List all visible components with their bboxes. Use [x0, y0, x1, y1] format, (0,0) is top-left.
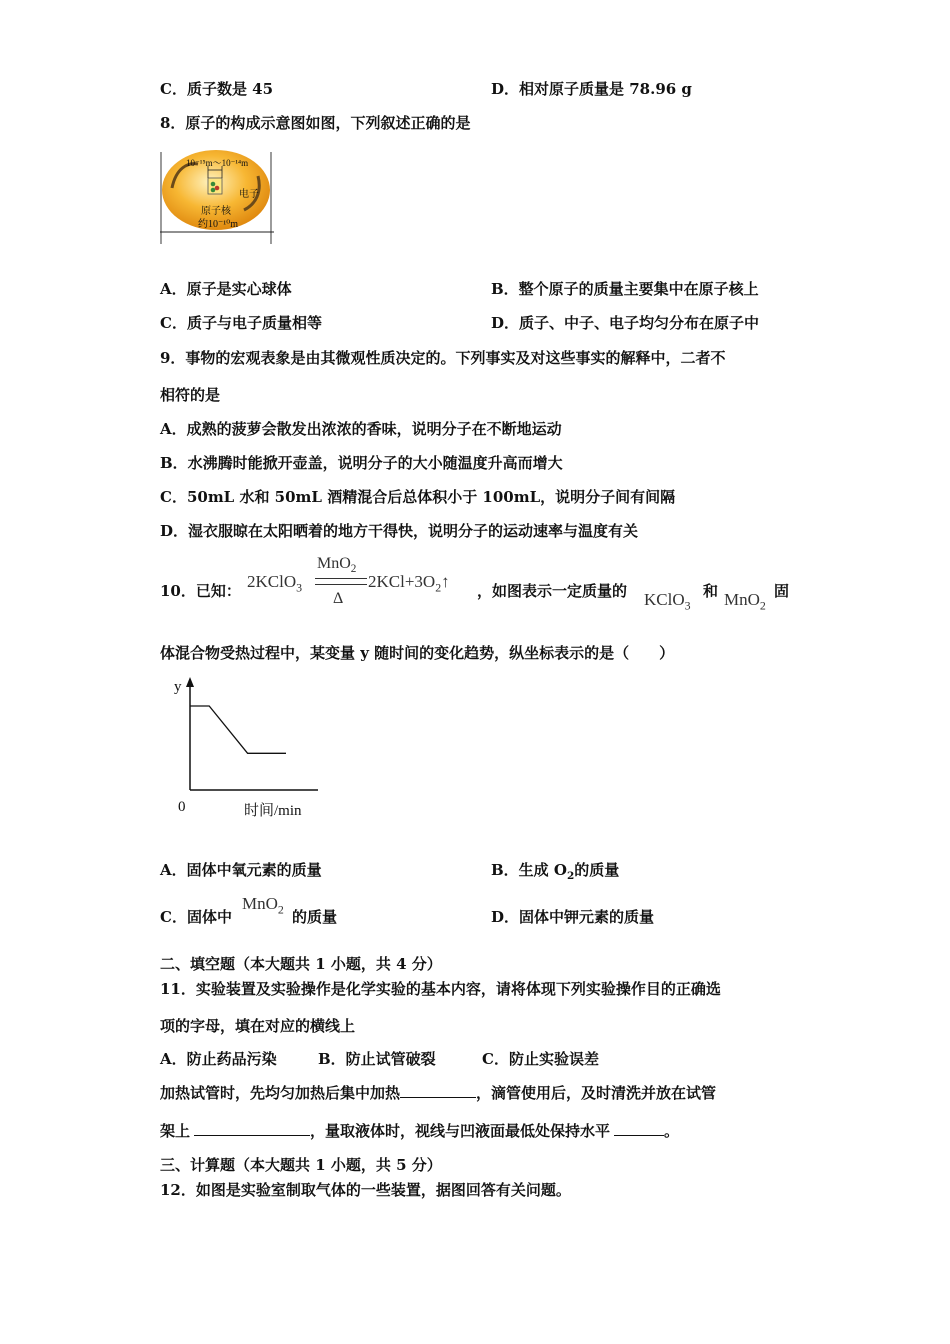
y-axis-arrow [186, 677, 194, 687]
graph-origin: 0 [178, 799, 186, 815]
q10-option-a: A．固体中氧元素的质量 [160, 861, 322, 879]
q12-stem: 12．如图是实验室制取气体的一些装置，据图回答有关问题。 [160, 1181, 571, 1199]
mno2-text: MnO [724, 590, 760, 609]
fill1-post: ，滴管使用后，及时清洗并放在试管 [476, 1084, 717, 1102]
section2-title: 二、填空题（本大题共 1 小题，共 4 分） [160, 955, 442, 973]
data-line [190, 706, 286, 753]
q10-prefix: 10．已知： [160, 582, 241, 600]
electron-label: 电子 [239, 189, 259, 200]
nucleus-label: 原子核 [201, 206, 231, 217]
q9-option-b: B．水沸腾时能掀开壶盖，说明分子的大小随温度升高而增大 [160, 454, 563, 472]
q11-option-a: A．防止药品污染 [160, 1050, 277, 1068]
nucleus [208, 178, 222, 194]
q7-option-c: C．质子数是 45 [160, 80, 274, 98]
equation-condition: Δ [333, 590, 344, 607]
answer-blank-3[interactable] [614, 1120, 664, 1136]
kclo3-formula [644, 590, 691, 613]
q9-option-d: D．湿衣服晾在太阳晒着的地方干得快，说明分子的运动速率与温度有关 [160, 522, 639, 540]
answer-blank-1[interactable] [400, 1082, 476, 1098]
fill2-pre: 架上 [160, 1122, 191, 1140]
eq-right-sub: 2 [435, 580, 442, 595]
catalyst-formula: MnO [317, 555, 351, 572]
q10-option-d: D．固体中钾元素的质量 [491, 908, 655, 926]
kclo3-sub: 3 [684, 598, 691, 613]
q9-stem-line2: 相符的是 [160, 386, 221, 404]
equation-right [368, 572, 450, 595]
opt-c-mno2-text: MnO [242, 894, 278, 913]
mno2-sub: 2 [759, 598, 766, 613]
section3-title: 三、计算题（本大题共 1 小题，共 5 分） [160, 1156, 442, 1174]
eq-left-sub: 3 [296, 580, 303, 595]
catalyst-sub: 2 [350, 563, 357, 576]
q11-line2: 项的字母，填在对应的横线上 [160, 1017, 356, 1035]
answer-blank-2[interactable] [194, 1120, 310, 1136]
q10-stem-mid: ，如图表示一定质量的 [477, 582, 628, 600]
nucleus-size-label: 10⁻¹⁵m～10⁻¹⁴m [186, 158, 249, 168]
atom-size-label: 约10⁻¹⁰m [198, 219, 239, 230]
q10-option-c-post: 的质量 [292, 908, 338, 926]
opt-b-post: 的质量 [574, 861, 620, 879]
q9-option-c: C．50mL 水和 50mL 酒精混合后总体积小于 100mL，说明分子间有间隔 [160, 488, 676, 506]
opt-c-mno2-sub: 2 [277, 902, 284, 917]
q11-fill-line1 [160, 1082, 716, 1103]
q11-line1: 11．实验装置及实验操作是化学实验的基本内容，请将体现下列实验操作目的正确选 [160, 980, 721, 998]
q9-stem-line1: 9．事物的宏观表象是由其微观性质决定的。下列事实及对这些事实的解释中，二者不 [160, 349, 726, 367]
q10-and: 和 [703, 582, 719, 600]
q10-option-c: C．固体中 [160, 908, 232, 926]
q8-option-c: C．质子与电子质量相等 [160, 314, 322, 332]
q11-option-c: C．防止实验误差 [482, 1050, 599, 1068]
mno2-formula [724, 590, 766, 613]
eq-left-formula: 2KClO [247, 572, 297, 591]
q8-option-d: D．质子、中子、电子均匀分布在原子中 [491, 314, 760, 332]
q11-option-b: B．防止试管破裂 [318, 1050, 436, 1068]
opt-c-mno2 [242, 894, 284, 917]
q8-stem: 8．原子的构成示意图如图，下列叙述正确的是 [160, 114, 471, 132]
q10-option-b [491, 859, 619, 882]
gas-arrow: ↑ [441, 572, 450, 591]
opt-b-sub: 2 [566, 870, 575, 882]
q11-fill-line2 [160, 1120, 679, 1141]
equation-catalyst [317, 555, 356, 575]
fill2-end: 。 [664, 1122, 680, 1140]
q10-stem-line2: 体混合物受热过程中，某变量 y 随时间的变化趋势，纵坐标表示的是（ ） [160, 644, 675, 662]
q8-option-a: A．原子是实心球体 [160, 280, 292, 298]
equation-left [247, 572, 302, 595]
q8-option-b: B．整个原子的质量主要集中在原子核上 [491, 280, 759, 298]
fill2-mid: ，量取液体时，视线与凹液面最低处保持水平 [310, 1122, 611, 1140]
q10-stem-end: 固 [774, 582, 790, 600]
opt-b-pre: B．生成 O [491, 861, 567, 879]
nucleus-particle [215, 186, 220, 191]
q7-option-d: D．相对原子质量是 78.96 g [491, 80, 692, 98]
kclo3-text: KClO [644, 590, 685, 609]
q9-option-a: A．成熟的菠萝会散发出浓浓的香味，说明分子在不断地运动 [160, 420, 562, 438]
nucleus-particle [211, 188, 216, 193]
graph-y-label: y [174, 679, 182, 695]
equation-equals [315, 578, 367, 585]
fill1-pre: 加热试管时，先均匀加热后集中加热 [160, 1084, 401, 1102]
graph-x-label: 时间/min [244, 803, 302, 819]
eq-right-formula: 2KCl+3O [368, 572, 436, 591]
nucleus-particle [211, 182, 216, 187]
